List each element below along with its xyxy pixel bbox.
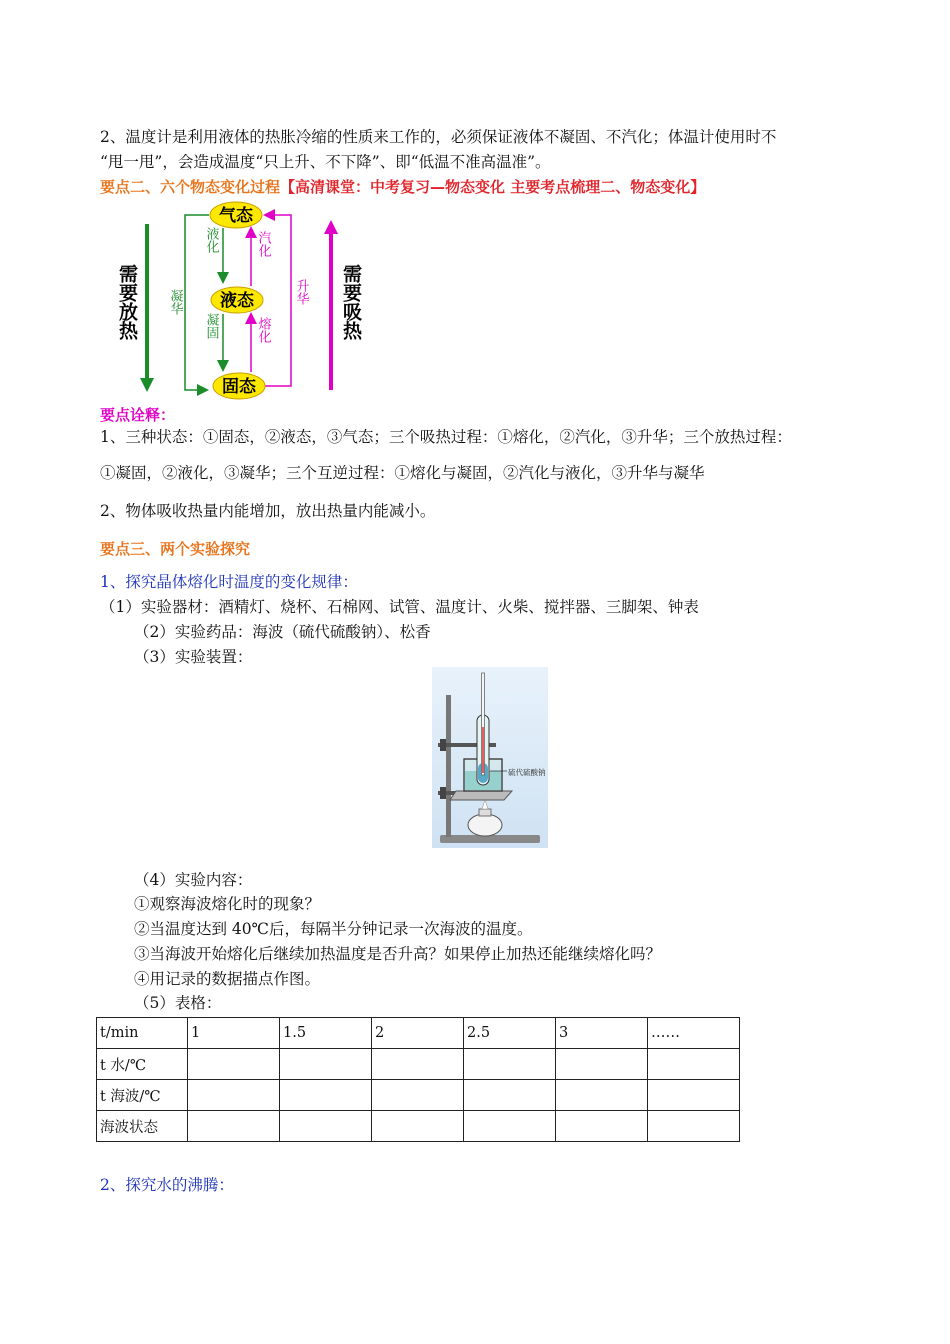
table-cell[interactable] [648, 1080, 740, 1111]
table-cell[interactable] [280, 1049, 372, 1080]
explain-line-2: ①凝固，②液化，③凝华；三个互逆过程：①熔化与凝固，②汽化与液化，③升华与凝华 [100, 464, 705, 482]
table-cell[interactable] [464, 1080, 556, 1111]
solid-state-label: 固态 [222, 377, 256, 397]
section-heading-3: 要点三、两个实验探究 [100, 540, 251, 558]
header-cell: …… [648, 1018, 740, 1049]
freezing-label: 凝固 [203, 313, 219, 339]
apparatus-illustration [432, 667, 548, 848]
table-cell[interactable] [556, 1080, 648, 1111]
materials-line: （1）实验器材：酒精灯、烧杯、石棉网、试管、温度计、火柴、搅拌器、三脚架、钟表 [100, 598, 699, 616]
liquid-state-label: 液态 [220, 291, 254, 311]
header-cell: 1 [188, 1018, 280, 1049]
table-cell[interactable] [556, 1111, 648, 1142]
stand-base [440, 835, 540, 843]
section-heading-2 [100, 176, 705, 198]
hd-class-link[interactable]: 【高清课堂：中考复习—物态变化 主要考点梳理二、物态变化】 [280, 178, 706, 196]
header-cell: 1.5 [280, 1018, 372, 1049]
absorb-heat-label: 需要吸热 [340, 264, 362, 340]
liquefaction-label: 液化 [203, 227, 219, 253]
header-cell: t/min [97, 1018, 188, 1049]
experiment-2-title: 2、探究水的沸腾： [100, 1176, 234, 1194]
table-cell[interactable] [372, 1111, 464, 1142]
table-title: （5）表格： [134, 994, 222, 1012]
content-item-2: ②当温度达到 40℃后，每隔半分钟记录一次海波的温度。 [134, 920, 533, 938]
reagents-line: （2）实验药品：海波（硫代硫酸钠）、松香 [134, 623, 431, 641]
table-cell[interactable] [372, 1049, 464, 1080]
absorb-heat-arrowhead [324, 220, 338, 234]
vaporization-label: 汽化 [255, 231, 271, 257]
table-cell[interactable] [556, 1049, 648, 1080]
table-cell[interactable] [648, 1049, 740, 1080]
table-row [97, 1080, 740, 1111]
table-cell[interactable] [372, 1080, 464, 1111]
table-cell[interactable] [188, 1080, 280, 1111]
header-cell: 2 [372, 1018, 464, 1049]
row-label: t 水/℃ [97, 1049, 188, 1080]
key-points-title: 要点诠释： [100, 406, 176, 424]
table-header-row [97, 1018, 740, 1049]
deposition-label: 凝华 [167, 289, 183, 315]
header-cell: 3 [556, 1018, 648, 1049]
content-item-1: ①观察海波熔化时的现象？ [134, 895, 321, 913]
experiment-1-title: 1、探究晶体熔化时温度的变化规律： [100, 573, 358, 591]
thermometer-note-line2: “甩一甩”，会造成温度“只上升、不下降”、即“低温不准高温准”。 [100, 153, 551, 171]
table-cell[interactable] [464, 1049, 556, 1080]
explain-line-1: 1、三种状态：①固态，②液态，③气态；三个吸热过程：①熔化，②汽化，③升华；三个放热过程： [100, 428, 792, 446]
content-title: （4）实验内容： [134, 871, 253, 889]
gas-state-label: 气态 [219, 206, 253, 226]
heading-2-title: 要点二、六个物态变化过程 [100, 178, 281, 196]
sublimation-label: 升华 [293, 279, 309, 305]
table-cell[interactable] [280, 1111, 372, 1142]
content-item-3: ③当海波开始熔化后继续加热温度是否升高？如果停止加热还能继续熔化吗？ [134, 945, 662, 963]
table-cell[interactable] [648, 1111, 740, 1142]
header-cell: 2.5 [464, 1018, 556, 1049]
table-cell[interactable] [188, 1049, 280, 1080]
sodium-thiosulfate-label: 硫代硫酸钠 [508, 768, 546, 777]
alcohol-lamp [468, 814, 502, 836]
table-cell[interactable] [188, 1111, 280, 1142]
stand-rod [446, 695, 451, 837]
explain-line-3: 2、物体吸收热量内能增加，放出热量内能减小。 [100, 502, 436, 520]
table-cell[interactable] [280, 1080, 372, 1111]
row-label: 海波状态 [97, 1111, 188, 1142]
apparatus-title: （3）实验装置： [134, 648, 253, 666]
table-cell[interactable] [464, 1111, 556, 1142]
melting-label: 熔化 [255, 317, 271, 343]
gauze-platform [450, 791, 512, 800]
release-heat-label: 需要放热 [116, 264, 138, 340]
table-row [97, 1111, 740, 1142]
phase-change-diagram [105, 198, 365, 403]
table-row [97, 1049, 740, 1080]
thermometer-note-line1: 2、温度计是利用液体的热胀冷缩的性质来工作的，必须保证液体不凝固、不汽化；体温计使用时不 [100, 128, 777, 146]
data-table [96, 1017, 740, 1142]
release-heat-arrowhead [140, 378, 154, 392]
row-label: t 海波/℃ [97, 1080, 188, 1111]
content-item-4: ④用记录的数据描点作图。 [134, 970, 321, 988]
